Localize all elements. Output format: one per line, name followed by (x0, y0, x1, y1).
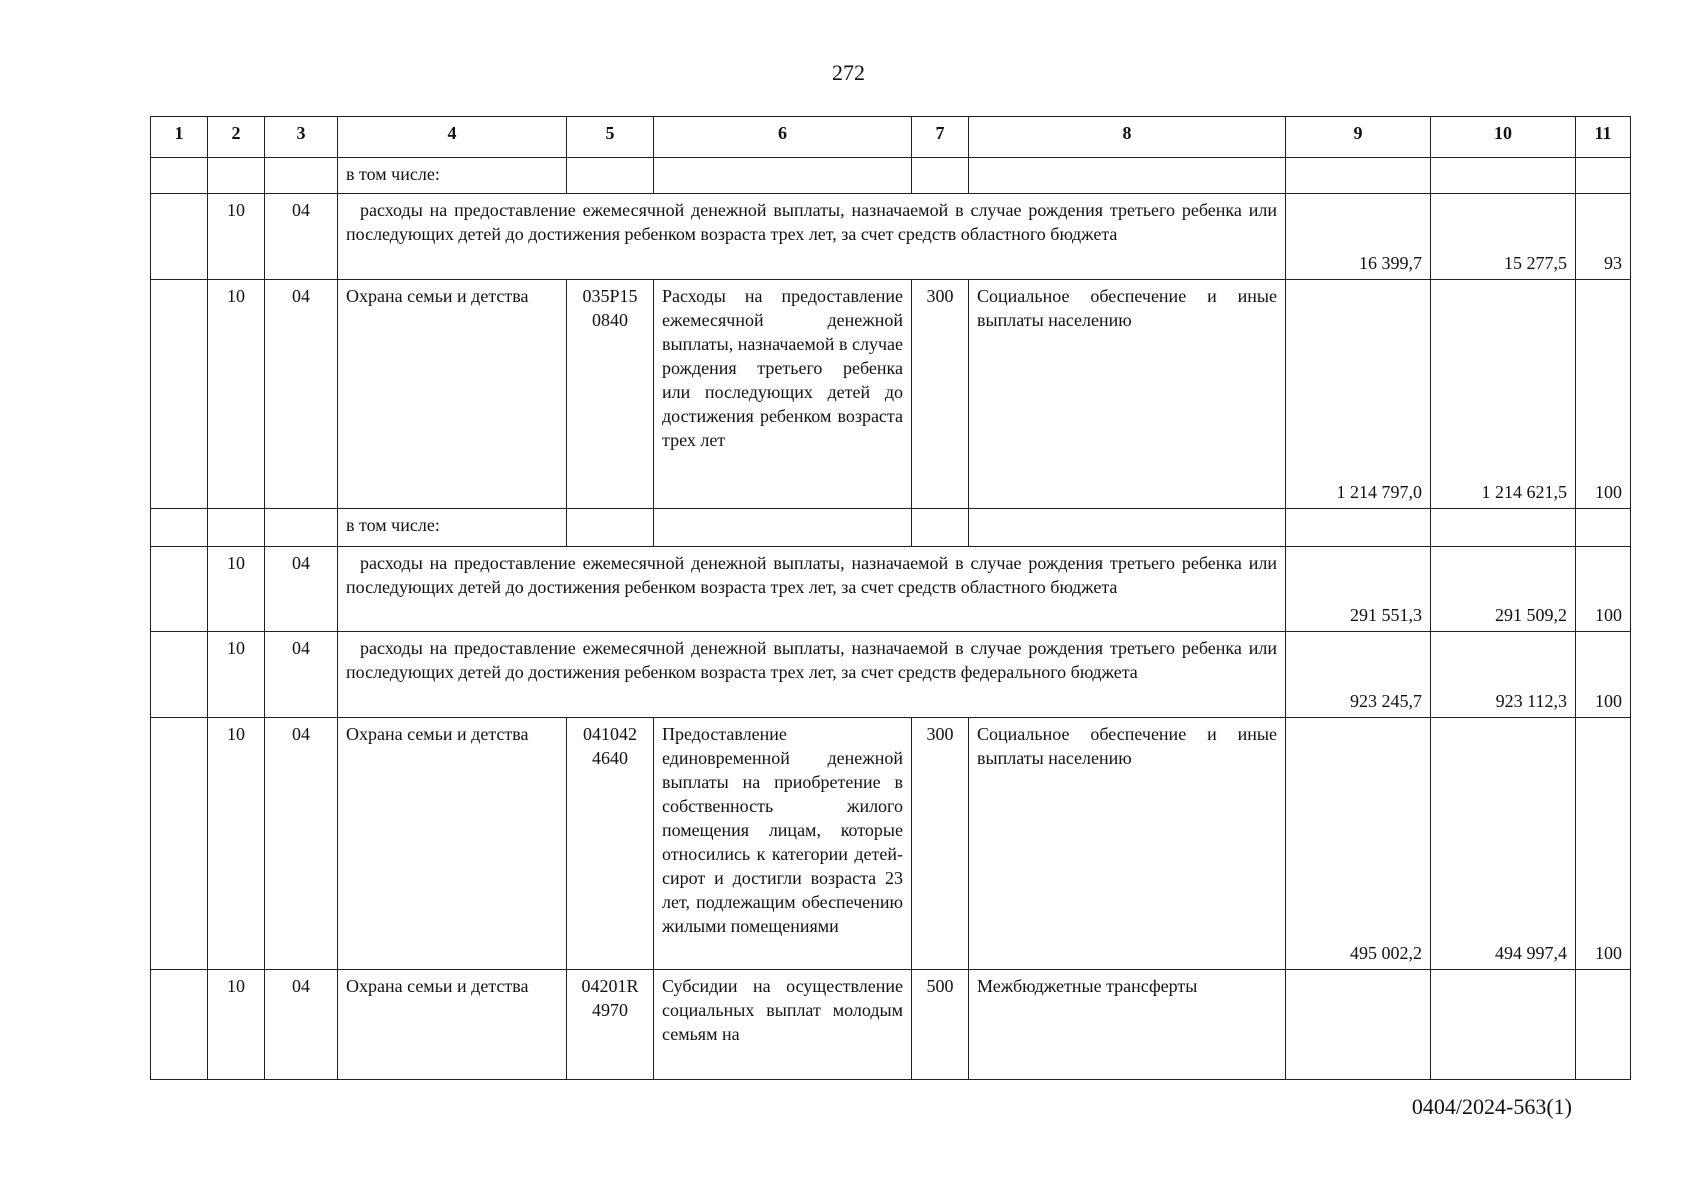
executed-amount: 1 214 621,5 (1431, 280, 1576, 509)
expense-type-name: Межбюджетные трансферты (969, 970, 1286, 1080)
execution-percent: 93 (1576, 194, 1631, 280)
executed-amount: 923 112,3 (1431, 632, 1576, 718)
table-row (151, 194, 1631, 280)
planned-amount: 1 214 797,0 (1286, 280, 1431, 509)
planned-amount: 495 002,2 (1286, 718, 1431, 970)
header-cell: 8 (969, 117, 1286, 158)
header-cell: 10 (1431, 117, 1576, 158)
document-code: 0404/2024-563(1) (1411, 1094, 1572, 1119)
table-row (151, 509, 1631, 547)
section-code: 10 (208, 194, 265, 280)
executed-amount: 291 509,2 (1431, 547, 1576, 632)
table-row (151, 280, 1631, 509)
header-cell: 1 (151, 117, 208, 158)
subsection-code: 04 (265, 194, 338, 280)
header-cell: 3 (265, 117, 338, 158)
target-article-name: Расходы на предоставление ежемесячной денежной выплаты, назначаемой в случае рождения третьего ребенка или последующих детей до достижения ребенком возраста трех лет (654, 280, 912, 509)
target-article: 035Р15 0840 (567, 280, 654, 509)
subtotal-label: в том числе: (338, 509, 567, 547)
header-cell: 11 (1576, 117, 1631, 158)
page-number: 272 (832, 60, 865, 85)
table-row (151, 547, 1631, 632)
table-row (151, 158, 1631, 194)
planned-amount: 16 399,7 (1286, 194, 1431, 280)
execution-percent: 100 (1576, 632, 1631, 718)
section-code: 10 (208, 547, 265, 632)
expense-description: расходы на предоставление ежемесячной денежной выплаты, назначаемой в случае рождения третьего ребенка или последующих детей до достижения ребенком возраста трех лет, за счет средств федерального бюджета (338, 632, 1286, 718)
header-cell: 9 (1286, 117, 1431, 158)
expense-type-code: 300 (912, 280, 969, 509)
table-row (151, 632, 1631, 718)
planned-amount: 291 551,3 (1286, 547, 1431, 632)
target-article-name: Субсидии на осуществление социальных выплат молодым семьям на (654, 970, 912, 1080)
expense-type-code: 500 (912, 970, 969, 1080)
header-cell: 4 (338, 117, 567, 158)
planned-amount: 923 245,7 (1286, 632, 1431, 718)
target-article: 04201R 4970 (567, 970, 654, 1080)
budget-table (150, 116, 1631, 1080)
subsection-name: Охрана семьи и детства (338, 970, 567, 1080)
subsection-code: 04 (265, 970, 338, 1080)
subsection-name: Охрана семьи и детства (338, 718, 567, 970)
section-code: 10 (208, 280, 265, 509)
section-code: 10 (208, 632, 265, 718)
target-article-name: Предоставление единовременной денежной выплаты на приобретение в собственность жилого помещения лицам, которые относились к категории детей-сирот и достигли возраста 23 лет, подлежащим обеспечению жилыми помещениями (654, 718, 912, 970)
table-header-row (151, 117, 1631, 158)
expense-type-name: Социальное обеспечение и иные выплаты населению (969, 718, 1286, 970)
expense-description: расходы на предоставление ежемесячной денежной выплаты, назначаемой в случае рождения третьего ребенка или последующих детей до достижения ребенком возраста трех лет, за счет средств областного бюджета (338, 194, 1286, 280)
section-code: 10 (208, 718, 265, 970)
executed-amount: 494 997,4 (1431, 718, 1576, 970)
subtotal-label: в том числе: (338, 158, 567, 194)
table-row (151, 718, 1631, 970)
subsection-name: Охрана семьи и детства (338, 280, 567, 509)
subsection-code: 04 (265, 547, 338, 632)
execution-percent: 100 (1576, 547, 1631, 632)
target-article: 041042 4640 (567, 718, 654, 970)
header-cell: 6 (654, 117, 912, 158)
executed-amount: 15 277,5 (1431, 194, 1576, 280)
table-row (151, 970, 1631, 1080)
header-cell: 7 (912, 117, 969, 158)
execution-percent: 100 (1576, 280, 1631, 509)
header-cell: 2 (208, 117, 265, 158)
expense-type-name: Социальное обеспечение и иные выплаты населению (969, 280, 1286, 509)
header-cell: 5 (567, 117, 654, 158)
execution-percent: 100 (1576, 718, 1631, 970)
section-code: 10 (208, 970, 265, 1080)
subsection-code: 04 (265, 280, 338, 509)
expense-description: расходы на предоставление ежемесячной денежной выплаты, назначаемой в случае рождения третьего ребенка или последующих детей до достижения ребенком возраста трех лет, за счет средств областного бюджета (338, 547, 1286, 632)
expense-type-code: 300 (912, 718, 969, 970)
subsection-code: 04 (265, 718, 338, 970)
subsection-code: 04 (265, 632, 338, 718)
